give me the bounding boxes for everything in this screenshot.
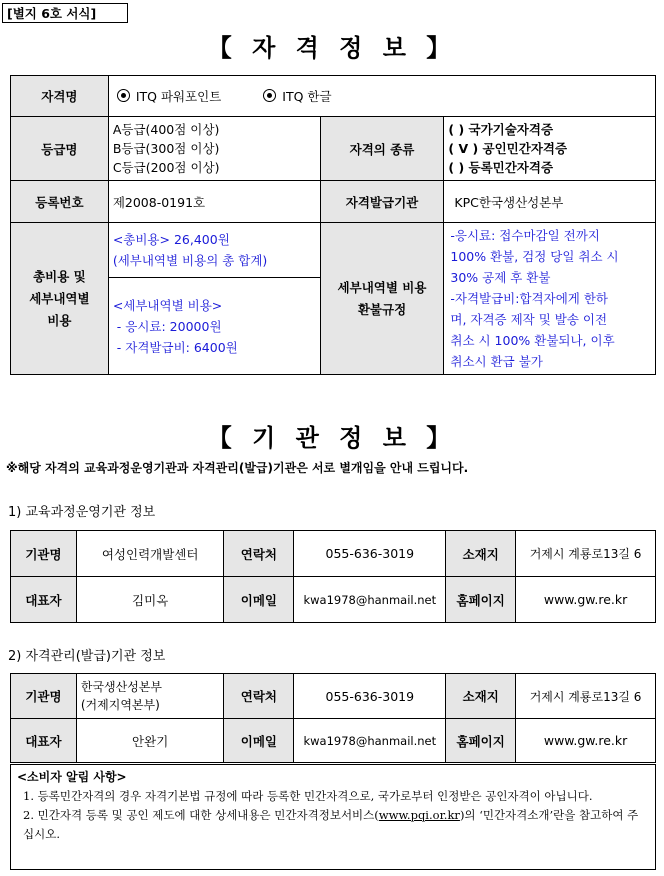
cost-label: 총비용 및 세부내역별 비용	[11, 223, 109, 375]
edu-contact: 055-636-3019	[294, 531, 446, 577]
consumer-notice-box	[10, 764, 656, 870]
qual-name-label: 자격명	[11, 76, 109, 117]
mgmt-address-label: 소재지	[446, 674, 516, 719]
mgmt-homepage-label: 홈페이지	[446, 719, 516, 763]
total-cost: <총비용> 26,400원 (세부내역별 비용의 총 합계)	[108, 223, 320, 278]
edu-org-table	[10, 530, 656, 623]
issuer-value: KPC한국생산성본부	[444, 181, 656, 223]
mgmt-rep-label: 대표자	[11, 719, 77, 763]
edu-org-heading: 1) 교육과정운영기관 정보	[8, 505, 156, 520]
consumer-notice-item-2: 2. 민간자격 등록 및 공인 제도에 대한 상세내용은 민간자격정보서비스(www.pqi.or.kr)의 ‘민간자격소개’란을 참고하여 주십시오.	[23, 808, 639, 841]
org-notice: ※해당 자격의 교육과정운영기관과 자격관리(발급)기관은 서로 별개임을 안내 드립니다.	[6, 461, 469, 475]
mgmt-org-table	[10, 673, 656, 763]
mgmt-address: 거제시 계룡로13길 6	[516, 674, 656, 719]
qualification-table	[10, 75, 656, 375]
consumer-notice-item-1: 1. 등록민간자격의 경우 자격기본법 규정에 따라 등록한 민간자격으로, 국가로부터 인정받은 공인자격이 아닙니다.	[23, 789, 593, 803]
consumer-notice-title: <소비자 알림 사항>	[17, 770, 127, 784]
edu-name-label: 기관명	[11, 531, 77, 577]
qual-type-list: ( ) 국가기술자격증 ( V ) 공인민간자격증 ( ) 등록민간자격증	[444, 117, 656, 181]
qual-name-options	[108, 76, 655, 117]
edu-email-label: 이메일	[224, 577, 294, 623]
mgmt-email: kwa1978@hanmail.net	[294, 719, 446, 763]
edu-homepage-label: 홈페이지	[446, 577, 516, 623]
cost-details: <세부내역별 비용> - 응시료: 20000원 - 자격발급비: 6400원	[108, 278, 320, 375]
edu-address: 거제시 계룡로13길 6	[516, 531, 656, 577]
reg-number-label: 등록번호	[11, 181, 109, 223]
edu-contact-label: 연락처	[224, 531, 294, 577]
mgmt-contact: 055-636-3019	[294, 674, 446, 719]
qual-type-label: 자격의 종류	[320, 117, 444, 181]
radio-selected-icon	[117, 89, 130, 102]
refund-label: 세부내역별 비용 환불규정	[320, 223, 444, 375]
edu-address-label: 소재지	[446, 531, 516, 577]
grade-list: A등급(400점 이상) B등급(300점 이상) C등급(200점 이상)	[108, 117, 320, 181]
edu-name: 여성인력개발센터	[76, 531, 224, 577]
edu-rep-label: 대표자	[11, 577, 77, 623]
edu-rep: 김미옥	[76, 577, 224, 623]
grade-label: 등급명	[11, 117, 109, 181]
edu-email: kwa1978@hanmail.net	[294, 577, 446, 623]
radio-option-ppt[interactable]: ITQ 파워포인트	[117, 89, 222, 104]
mgmt-name: 한국생산성본부 (거제지역본부)	[76, 674, 224, 719]
refund-rules: -응시료: 접수마감일 전까지 100% 환불, 검정 당일 취소 시 30% 공제 후 환불 -자격발급비:합격자에게 한하 며, 자격증 제작 및 발송 이전 취소 시 100% 환불되나, 이후 취소시 환급 불가	[444, 223, 656, 375]
org-section-title: 【 기 관 정 보 】	[207, 424, 457, 452]
mgmt-org-heading: 2) 자격관리(발급)기관 정보	[8, 649, 166, 664]
radio-option-hangul[interactable]: ITQ 한글	[263, 89, 331, 104]
pqi-link[interactable]: www.pqi.or.kr	[378, 808, 460, 822]
edu-homepage: www.gw.re.kr	[516, 577, 656, 623]
mgmt-homepage: www.gw.re.kr	[516, 719, 656, 763]
reg-number-value: 제2008-0191호	[108, 181, 320, 223]
mgmt-email-label: 이메일	[224, 719, 294, 763]
qualification-section-title: 【 자 격 정 보 】	[207, 34, 457, 62]
issuer-label: 자격발급기관	[320, 181, 444, 223]
mgmt-contact-label: 연락처	[224, 674, 294, 719]
form-number-tag: [별지 6호 서식]	[2, 3, 128, 23]
mgmt-rep: 안완기	[76, 719, 224, 763]
mgmt-name-label: 기관명	[11, 674, 77, 719]
radio-selected-icon	[263, 89, 276, 102]
